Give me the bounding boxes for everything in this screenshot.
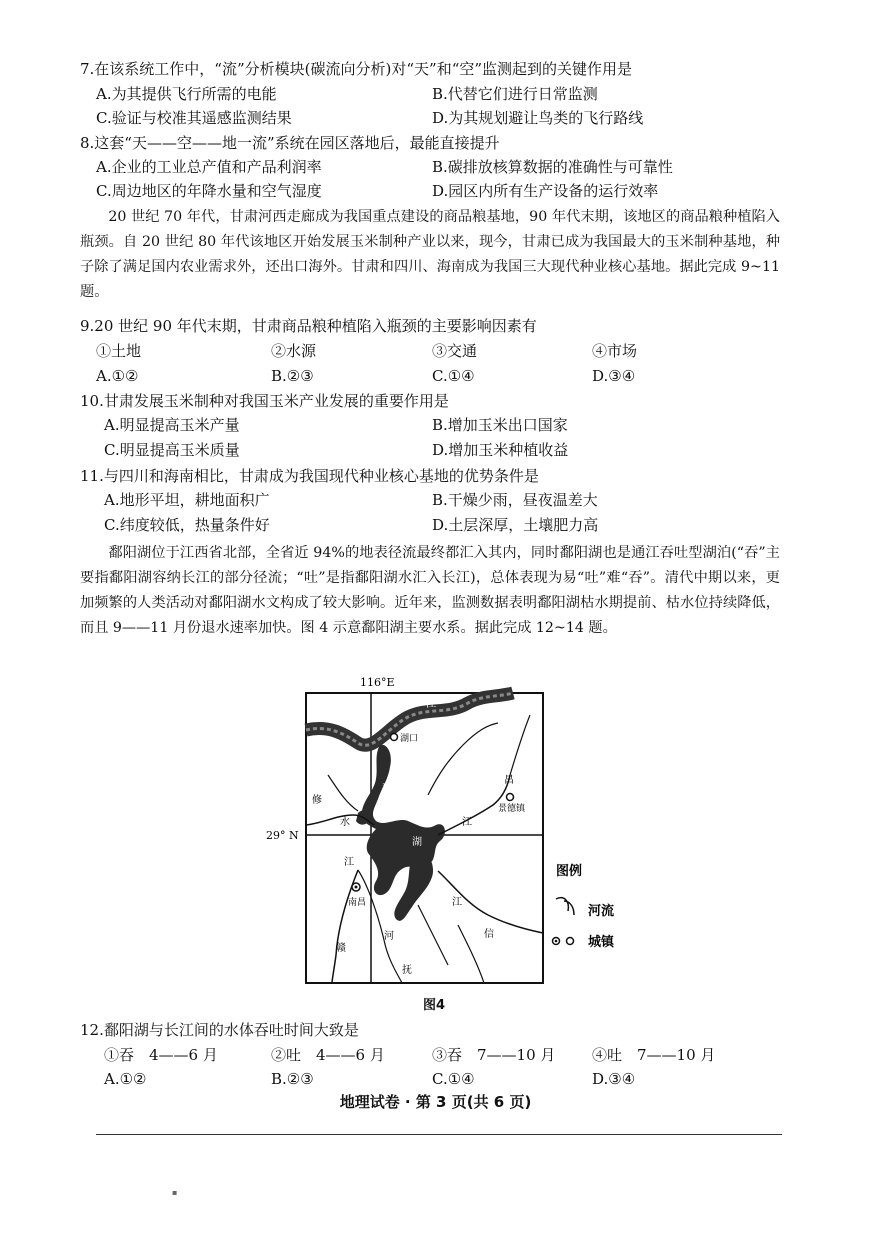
footer-divider	[96, 1134, 782, 1135]
q10-option-d: D.增加玉米种植收益	[432, 441, 569, 459]
q10-option-b: B.增加玉米出口国家	[432, 416, 568, 434]
q9-stem: 9.20 世纪 90 年代末期，甘肃商品粮种植陷入瓶颈的主要影响因素有	[80, 317, 537, 335]
label-gan: 赣	[336, 943, 346, 954]
q12-option-d: D.③④	[592, 1070, 636, 1088]
label-he: 河	[384, 931, 394, 942]
q9-option-b: B.②③	[271, 367, 314, 385]
q10-option-c: C.明显提高玉米质量	[104, 441, 240, 459]
q12-factor-2: ②吐 4——6 月	[271, 1046, 385, 1064]
q9-option-a: A.①②	[96, 367, 139, 385]
legend-city-core	[555, 940, 558, 943]
legend-river-icon	[556, 898, 574, 915]
q8-stem: 8.这套“天——空——地一流”系统在园区落地后，最能直接提升	[80, 134, 500, 152]
q11-option-d: D.土层深厚，土壤肥力高	[432, 516, 599, 534]
q7-option-b: B.代替它们进行日常监测	[432, 85, 598, 103]
label-hukou: 湖口	[400, 734, 419, 744]
label-jingdezhen: 景德镇	[498, 804, 526, 814]
q9-factor-1: ①土地	[96, 342, 142, 360]
figure-caption: 图4	[423, 998, 446, 1013]
q9-option-d: D.③④	[592, 367, 636, 385]
legend-title: 图例	[556, 864, 583, 879]
q9-factor-4: ④市场	[592, 342, 638, 360]
label-lake-yang: 阳	[396, 807, 406, 818]
poyang-lake-map	[266, 675, 638, 993]
q12-stem: 12.鄱阳湖与长江间的水体吞吐时间大致是	[80, 1021, 359, 1039]
legend-town-icon	[567, 938, 574, 945]
q12-option-b: B.②③	[271, 1070, 314, 1088]
legend-town-label: 城镇	[588, 935, 615, 950]
label-29n: 29° N	[266, 829, 299, 842]
label-116e: 116°E	[360, 676, 395, 689]
q11-option-c: C.纬度较低，热量条件好	[104, 516, 270, 534]
q9-factor-3: ③交通	[432, 342, 478, 360]
label-chang: 长	[346, 707, 356, 718]
q12-factor-1: ①吞 4——6 月	[104, 1046, 218, 1064]
label-lake-po: 鄱	[382, 783, 392, 794]
q7-option-a: A.为其提供飞行所需的电能	[96, 85, 277, 103]
label-xin: 信	[484, 929, 494, 940]
passage-gansu: 20 世纪 70 年代，甘肃河西走廊成为我国重点建设的商品粮基地，90 年代末期，该地区的商品粮种植陷入瓶颈。自 20 世纪 80 年代该地区开始发展玉米制种产业以来，现今，甘肃已成为我国最大的玉米制种基地，种子除了满足国内农业需求外，还出口海外。甘肃和四川、海南成为我国三大现代种业核心基地。据此完成 9~11 题。	[80, 209, 780, 300]
label-nanchang: 南昌	[348, 898, 367, 908]
q8-option-c: C.周边地区的年降水量和空气湿度	[96, 182, 322, 200]
label-jiang-chang: 江	[462, 817, 472, 828]
label-jiang-xin: 江	[452, 897, 462, 908]
town-nanchang-core	[355, 886, 358, 889]
q11-option-a: A.地形平坦，耕地面积广	[104, 491, 270, 509]
q10-option-a: A.明显提高玉米产量	[104, 416, 240, 434]
town-jingdezhen	[507, 794, 514, 801]
label-fu: 抚	[402, 965, 412, 976]
q8-option-d: D.园区内所有生产设备的运行效率	[432, 182, 659, 200]
q10-stem: 10.甘肃发展玉米制种对我国玉米产业发展的重要作用是	[80, 392, 449, 410]
label-xiu: 修	[312, 795, 322, 806]
q12-factor-3: ③吞 7——10 月	[432, 1046, 556, 1064]
label-jiang-gan: 江	[344, 857, 354, 868]
passage-poyang: 鄱阳湖位于江西省北部，全省近 94%的地表径流最终都汇入其内，同时鄱阳湖也是通江吞吐型湖泊(“吞”主要指鄱阳湖容纳长江的部分径流；“吐”是指鄱阳湖水汇入长江)，总体表现为易“吐”难“吞”。清代中期以来，更加频繁的人类活动对鄱阳湖水文构成了较大影响。近年来，监测数据表明鄱阳湖枯水期提前、枯水位持续降低，而且 9——11 月份退水速率加快。图 4 示意鄱阳湖主要水系。据此完成 12~14 题。	[80, 545, 780, 636]
label-chang2: 昌	[504, 775, 514, 786]
q7-option-d: D.为其规划避让鸟类的飞行路线	[432, 109, 644, 127]
page-footer: 地理试卷 · 第 3 页(共 6 页)	[339, 1093, 532, 1111]
q7-stem: 7.在该系统工作中，“流”分析模块(碳流向分析)对“天”和“空”监测起到的关键作用是	[80, 60, 633, 78]
q7-option-c: C.验证与校准其遥感监测结果	[96, 109, 292, 127]
legend-river-label: 河流	[588, 904, 615, 919]
q8-option-a: A.企业的工业总产值和产品利润率	[96, 158, 322, 176]
label-jiang1: 江	[426, 699, 436, 710]
q12-option-a: A.①②	[104, 1070, 147, 1088]
town-hukou	[391, 734, 398, 741]
q11-option-b: B.干燥少雨，昼夜温差大	[432, 491, 598, 509]
q12-factor-4: ④吐 7——10 月	[592, 1046, 716, 1064]
stray-mark: ▪	[172, 1188, 178, 1197]
q11-stem: 11.与四川和海南相比，甘肃成为我国现代种业核心基地的优势条件是	[80, 467, 539, 485]
q8-option-b: B.碳排放核算数据的准确性与可靠性	[432, 158, 673, 176]
q9-factor-2: ②水源	[271, 342, 317, 360]
label-lake-hu: 湖	[412, 837, 422, 848]
q12-option-c: C.①④	[432, 1070, 475, 1088]
label-shui: 水	[340, 817, 350, 828]
q9-option-c: C.①④	[432, 367, 475, 385]
